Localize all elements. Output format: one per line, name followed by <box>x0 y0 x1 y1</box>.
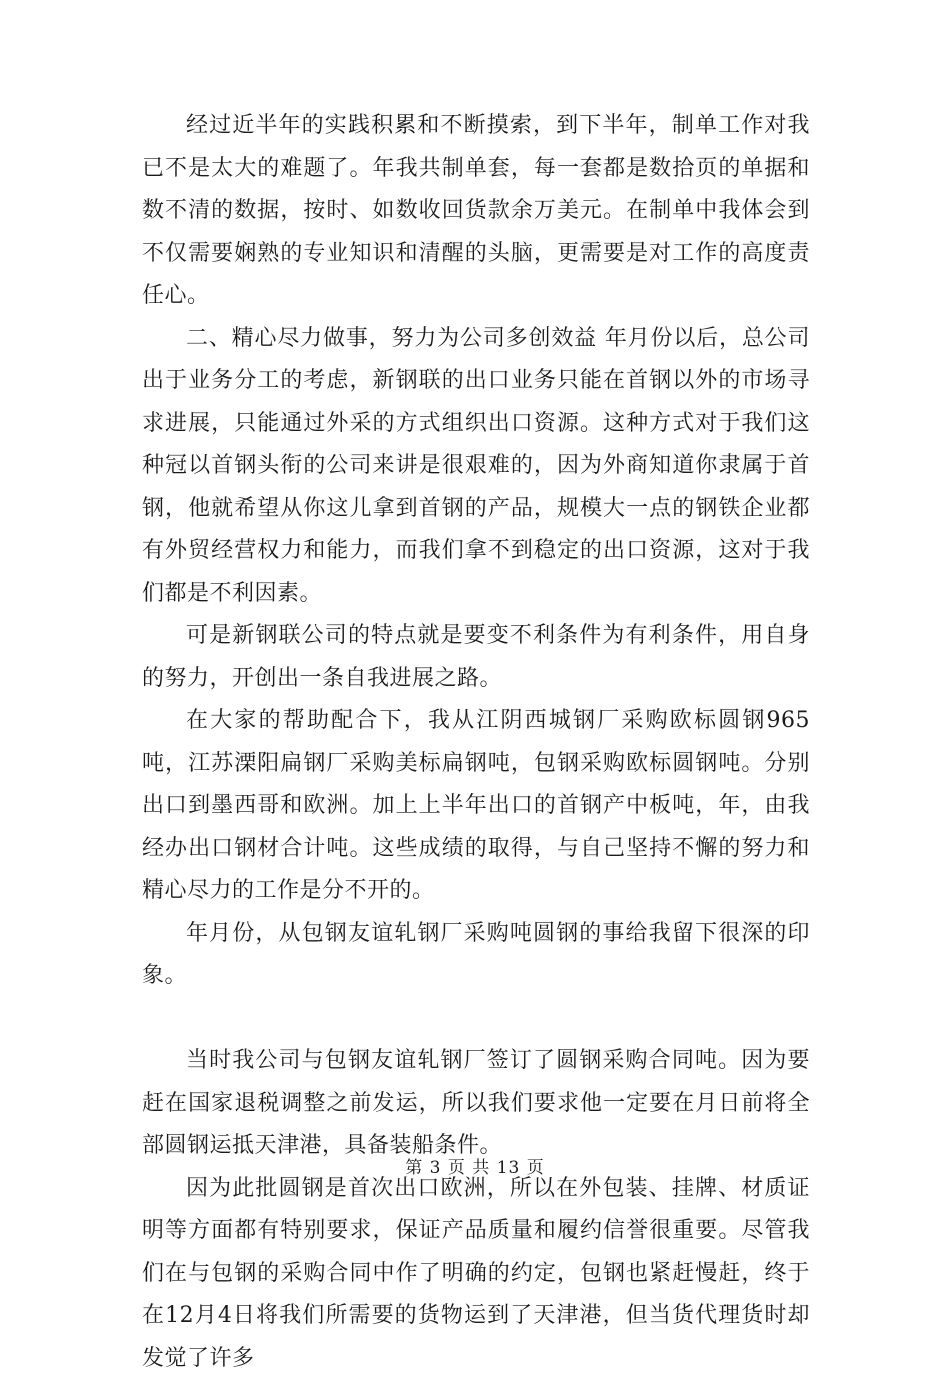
paragraph-6: 当时我公司与包钢友谊轧钢厂签订了圆钢采购合同吨。因为要赶在国家退税调整之前发运，所以我们要求他一定要在月日前将全部圆钢运抵天津港，具备装船条件。 <box>142 1040 810 1168</box>
paragraph-7: 因为此批圆钢是首次出口欧洲，所以在外包装、挂牌、材质证明等方面都有特别要求，保证产品质量和履约信誉很重要。尽管我们在与包钢的采购合同中作了明确的约定，包钢也紧赶慢赶，终于在12月4日将我们所需要的货物运到了天津港，但当货代理货时却发觉了许多 <box>142 1168 810 1380</box>
paragraph-1: 经过近半年的实践积累和不断摸索，到下半年，制单工作对我已不是太大的难题了。年我共制单套，每一套都是数拾页的单据和数不清的数据，按时、如数收回货款余万美元。在制单中我体会到不仅需要娴熟的专业知识和清醒的头脑，更需要是对工作的高度责任心。 <box>142 105 810 318</box>
paragraph-2: 二、精心尽力做事，努力为公司多创效益 年月份以后，总公司出于业务分工的考虑，新钢联的出口业务只能在首钢以外的市场寻求进展，只能通过外采的方式组织出口资源。这种方式对于我们这种冠以首钢头衔的公司来讲是很艰难的，因为外商知道你隶属于首钢，他就希望从你这儿拿到首钢的产品，规模大一点的钢铁企业都有外贸经营权力和能力，而我们拿不到稳定的出口资源，这对于我们都是不利因素。 <box>142 318 810 616</box>
paragraph-3: 可是新钢联公司的特点就是要变不利条件为有利条件，用自身的努力，开创出一条自我进展之路。 <box>142 615 810 700</box>
document-body <box>142 105 810 1380</box>
page-footer: 第 3 页 共 13 页 <box>0 1153 950 1178</box>
paragraph-5: 年月份，从包钢友谊轧钢厂采购吨圆钢的事给我留下很深的印象。 <box>142 913 810 998</box>
paragraph-gap <box>142 998 810 1041</box>
paragraph-4: 在大家的帮助配合下，我从江阴西城钢厂采购欧标圆钢965吨，江苏溧阳扁钢厂采购美标扁钢吨，包钢采购欧标圆钢吨。分别出口到墨西哥和欧洲。加上上半年出口的首钢产中板吨，年，由我经办出口钢材合计吨。这些成绩的取得，与自己坚持不懈的努力和精心尽力的工作是分不开的。 <box>142 700 810 913</box>
